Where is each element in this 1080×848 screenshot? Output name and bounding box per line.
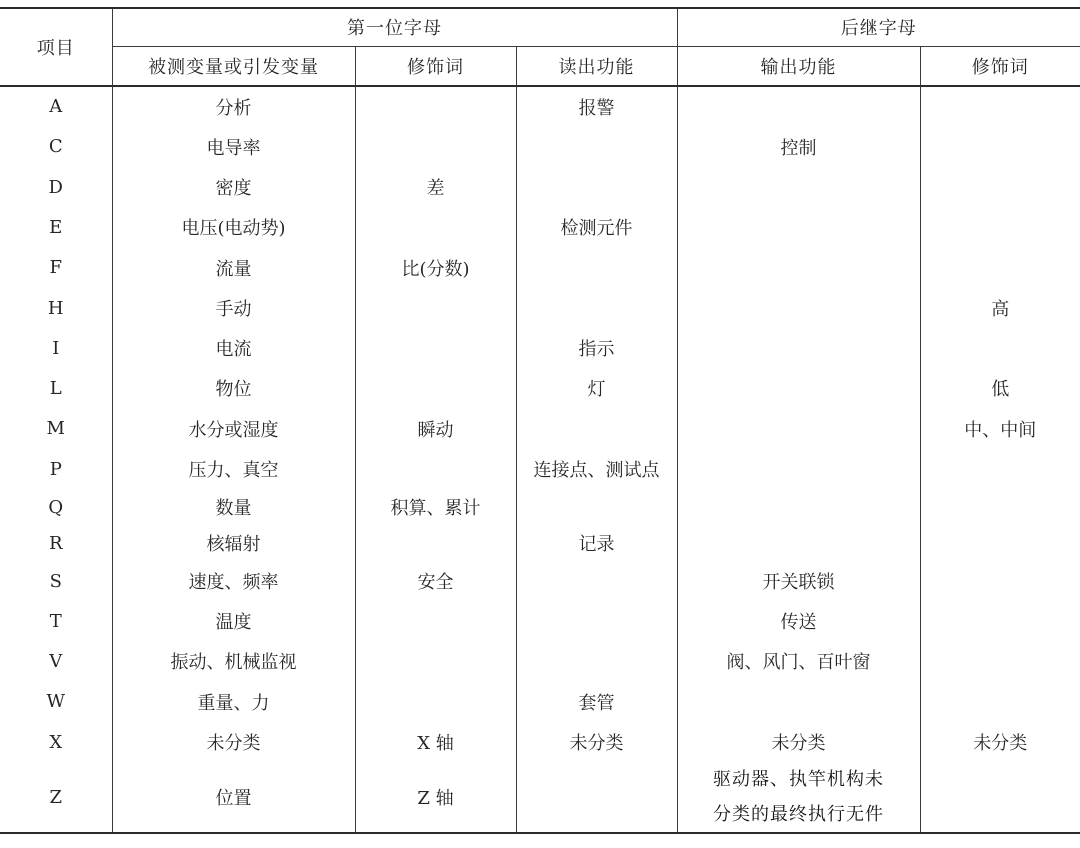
table-row-m — [0, 408, 1080, 449]
cell-code: D — [48, 176, 63, 198]
cell-variable: 电导率 — [112, 126, 355, 167]
cell-readout — [516, 489, 677, 525]
cell-modifier: 差 — [355, 167, 516, 207]
cell-output — [677, 368, 920, 408]
cell-output — [677, 247, 920, 288]
cell-variable: 重量、力 — [112, 681, 355, 722]
cell-modifier — [355, 449, 516, 489]
cell-modifier: 积算、累计 — [355, 489, 516, 525]
cell-variable: 分析 — [112, 86, 355, 126]
cell-readout: 检测元件 — [516, 207, 677, 247]
cell-succ-modifier — [920, 489, 1080, 525]
cell-output-line-1: 驱动器、执竿机构未 — [713, 769, 884, 790]
cell-variable: 未分类 — [112, 722, 355, 762]
cell-succ-modifier — [920, 449, 1080, 489]
cell-code: E — [49, 216, 63, 238]
table-row-h — [0, 288, 1080, 328]
cell-modifier — [355, 86, 516, 126]
cell-succ-modifier: 高 — [920, 288, 1080, 328]
cell-output — [677, 328, 920, 368]
table-row-p — [0, 449, 1080, 489]
header-row-1 — [0, 8, 1080, 46]
cell-output: 传送 — [677, 601, 920, 641]
table-row-e — [0, 207, 1080, 247]
header-first-modifier: 修饰词 — [355, 46, 516, 86]
cell-variable: 物位 — [112, 368, 355, 408]
cell-modifier: X 轴 — [355, 722, 516, 762]
header-item: 项目 — [0, 8, 112, 86]
cell-code: X — [49, 731, 63, 753]
cell-succ-modifier — [920, 86, 1080, 126]
cell-variable: 密度 — [112, 167, 355, 207]
cell-modifier: Z 轴 — [355, 762, 516, 833]
cell-modifier: 比(分数) — [355, 247, 516, 288]
instrument-letter-code-table — [0, 7, 1080, 834]
cell-succ-modifier — [920, 207, 1080, 247]
cell-code: S — [49, 570, 62, 592]
cell-modifier — [355, 288, 516, 328]
cell-readout: 报警 — [516, 86, 677, 126]
cell-readout — [516, 288, 677, 328]
cell-readout — [516, 762, 677, 833]
cell-code: R — [48, 532, 63, 554]
cell-succ-modifier: 中、中间 — [920, 408, 1080, 449]
cell-readout — [516, 641, 677, 681]
cell-output — [677, 449, 920, 489]
cell-succ-modifier — [920, 561, 1080, 601]
cell-variable: 数量 — [112, 489, 355, 525]
table-row-t — [0, 601, 1080, 641]
cell-modifier — [355, 641, 516, 681]
cell-variable: 压力、真空 — [112, 449, 355, 489]
table-row-x — [0, 722, 1080, 762]
cell-modifier — [355, 126, 516, 167]
cell-readout — [516, 247, 677, 288]
cell-succ-modifier — [920, 641, 1080, 681]
cell-output — [677, 86, 920, 126]
header-succeeding-letters: 后继字母 — [677, 8, 1080, 46]
cell-succ-modifier — [920, 762, 1080, 833]
cell-succ-modifier: 低 — [920, 368, 1080, 408]
cell-modifier — [355, 328, 516, 368]
table-row-v — [0, 641, 1080, 681]
cell-code: T — [49, 610, 62, 632]
table-row-i — [0, 328, 1080, 368]
cell-output — [677, 288, 920, 328]
cell-modifier — [355, 601, 516, 641]
table-row-l — [0, 368, 1080, 408]
cell-modifier — [355, 525, 516, 561]
cell-code: P — [49, 458, 62, 480]
cell-output — [677, 167, 920, 207]
cell-readout — [516, 601, 677, 641]
cell-output — [677, 681, 920, 722]
cell-code: F — [49, 257, 62, 278]
cell-readout — [516, 126, 677, 167]
cell-succ-modifier — [920, 247, 1080, 288]
cell-variable: 振动、机械监视 — [112, 641, 355, 681]
cell-modifier — [355, 681, 516, 722]
cell-output — [677, 762, 920, 833]
cell-code: C — [48, 136, 63, 157]
cell-variable: 手动 — [112, 288, 355, 328]
header-row-2 — [0, 46, 1080, 86]
cell-output: 开关联锁 — [677, 561, 920, 601]
table-row-f — [0, 247, 1080, 288]
header-output-function: 输出功能 — [677, 46, 920, 86]
cell-code: A — [49, 96, 63, 117]
cell-succ-modifier — [920, 126, 1080, 167]
cell-code: W — [46, 691, 65, 712]
cell-code: L — [49, 377, 62, 399]
table-row-r — [0, 525, 1080, 561]
cell-code: I — [52, 337, 60, 359]
cell-readout: 灯 — [516, 368, 677, 408]
cell-code: H — [47, 297, 64, 319]
cell-code: M — [46, 418, 65, 439]
cell-code: Q — [48, 496, 64, 518]
cell-readout: 套管 — [516, 681, 677, 722]
table-row-z — [0, 762, 1080, 833]
cell-variable: 流量 — [112, 247, 355, 288]
cell-output: 未分类 — [677, 722, 920, 762]
table-row-a — [0, 86, 1080, 126]
table-row-w — [0, 681, 1080, 722]
cell-modifier: 瞬动 — [355, 408, 516, 449]
cell-succ-modifier — [920, 525, 1080, 561]
cell-output-line-2: 分类的最终执行无件 — [713, 804, 884, 825]
cell-output: 阀、风门、百叶窗 — [677, 641, 920, 681]
table-row-c — [0, 126, 1080, 167]
cell-variable: 位置 — [112, 762, 355, 833]
cell-readout: 连接点、测试点 — [516, 449, 677, 489]
cell-succ-modifier — [920, 601, 1080, 641]
cell-readout: 指示 — [516, 328, 677, 368]
cell-modifier: 安全 — [355, 561, 516, 601]
cell-succ-modifier — [920, 328, 1080, 368]
cell-readout: 记录 — [516, 525, 677, 561]
cell-variable: 电流 — [112, 328, 355, 368]
cell-variable: 速度、频率 — [112, 561, 355, 601]
cell-modifier — [355, 207, 516, 247]
table-row-d — [0, 167, 1080, 207]
cell-output — [677, 207, 920, 247]
cell-variable: 电压(电动势) — [112, 207, 355, 247]
cell-output: 控制 — [677, 126, 920, 167]
cell-readout — [516, 561, 677, 601]
cell-code: Z — [49, 786, 62, 808]
cell-variable: 温度 — [112, 601, 355, 641]
cell-variable: 核辐射 — [112, 525, 355, 561]
cell-succ-modifier — [920, 681, 1080, 722]
table-row-s — [0, 561, 1080, 601]
cell-code: V — [49, 650, 63, 672]
cell-output — [677, 489, 920, 525]
cell-modifier — [355, 368, 516, 408]
header-first-letter: 第一位字母 — [112, 8, 677, 46]
header-readout-function: 读出功能 — [516, 46, 677, 86]
cell-output — [677, 408, 920, 449]
cell-output — [677, 525, 920, 561]
cell-readout — [516, 167, 677, 207]
cell-readout — [516, 408, 677, 449]
cell-succ-modifier: 未分类 — [920, 722, 1080, 762]
cell-variable: 水分或湿度 — [112, 408, 355, 449]
table-row-q — [0, 489, 1080, 525]
header-succeeding-modifier: 修饰词 — [920, 46, 1080, 86]
cell-succ-modifier — [920, 167, 1080, 207]
cell-readout: 未分类 — [516, 722, 677, 762]
header-measured-variable: 被测变量或引发变量 — [112, 46, 355, 86]
